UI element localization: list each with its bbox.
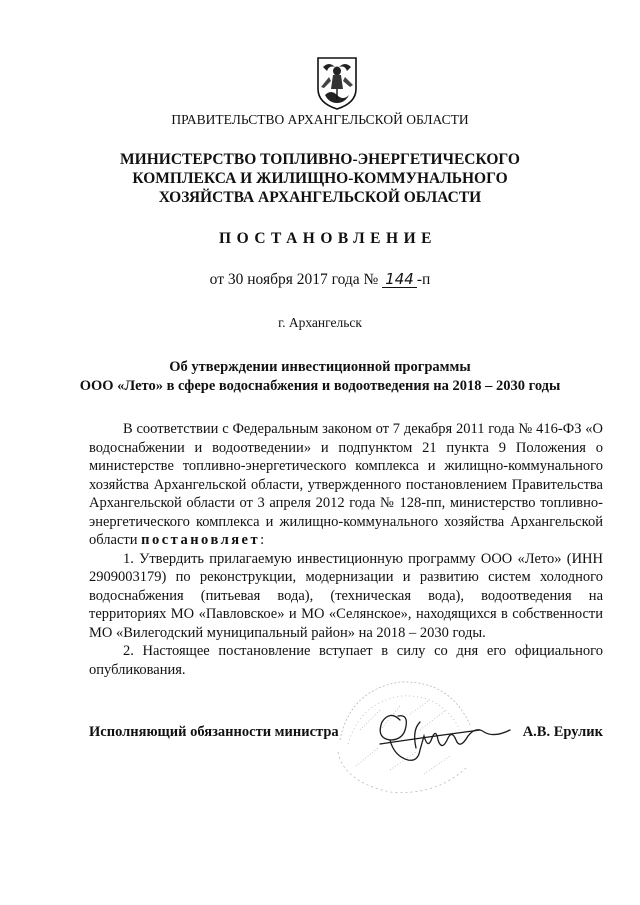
document-date: от 30 ноября 2017 года № bbox=[209, 271, 379, 288]
decree-item-1: 1. Утвердить прилагаемую инвестиционную программу ООО «Лето» (ИНН 2909003179) по реконструкции, модернизации и развитию систем холодного водоснабжения (питьевая вода), (техническая вода), водоотведения на территориях МО «Павловское» и МО «Селянское», находящихся в собственности МО «Вилегодский муниципальный район» на 2018 – 2030 годы. bbox=[89, 550, 603, 641]
document-type: ПОСТАНОВЛЕНИЕ bbox=[219, 230, 437, 247]
coat-of-arms-icon bbox=[315, 55, 359, 111]
document-title-line: ООО «Лето» в сфере водоснабжения и водоотведения на 2018 – 2030 годы bbox=[79, 378, 561, 394]
city: г. Архангельск bbox=[278, 315, 362, 330]
handwritten-signature-icon bbox=[360, 700, 520, 770]
decree-item-2: 2. Настоящее постановление вступает в силу со дня его официального опубликования. bbox=[89, 643, 603, 678]
ministry-name-line: КОМПЛЕКСА И ЖИЛИЩНО-КОММУНАЛЬНОГО bbox=[132, 170, 508, 187]
decree-word: постановляет bbox=[141, 532, 261, 548]
document-title-line: Об утверждении инвестиционной программы bbox=[169, 359, 471, 375]
document-number-suffix: -п bbox=[416, 271, 431, 288]
decree-colon: : bbox=[260, 532, 265, 548]
ministry-name bbox=[0, 150, 640, 207]
preamble-paragraph bbox=[89, 420, 603, 550]
date-number-line bbox=[0, 271, 640, 289]
government-name: ПРАВИТЕЛЬСТВО АРХАНГЕЛЬСКОЙ ОБЛАСТИ bbox=[171, 112, 469, 127]
document-title bbox=[0, 358, 640, 396]
ministry-name-line: МИНИСТЕРСТВО ТОПЛИВНО-ЭНЕРГЕТИЧЕСКОГО bbox=[120, 151, 520, 168]
signatory-name: А.В. Ерулик bbox=[522, 724, 603, 740]
document-body bbox=[89, 420, 603, 679]
document-number: 144 bbox=[382, 272, 417, 288]
signatory-position: Исполняющий обязанности министра bbox=[89, 724, 339, 740]
preamble-text: В соответствии с Федеральным законом от 7 декабря 2011 года № 416-ФЗ «О водоснабжении и водоотведении» и подпунктом 21 пункта 9 Положения о министерстве топливно-энергетического комплекса и жилищно-коммунального хозяйства Архангельской области, утвержденного постановлением Правительства Архангельской области от 3 апреля 2012 года № 128-пп, министерство топливно-энергетического комплекса и жилищно-коммунального хозяйства Архангельской области bbox=[89, 421, 603, 548]
ministry-name-line: ХОЗЯЙСТВА АРХАНГЕЛЬСКОЙ ОБЛАСТИ bbox=[158, 189, 482, 206]
